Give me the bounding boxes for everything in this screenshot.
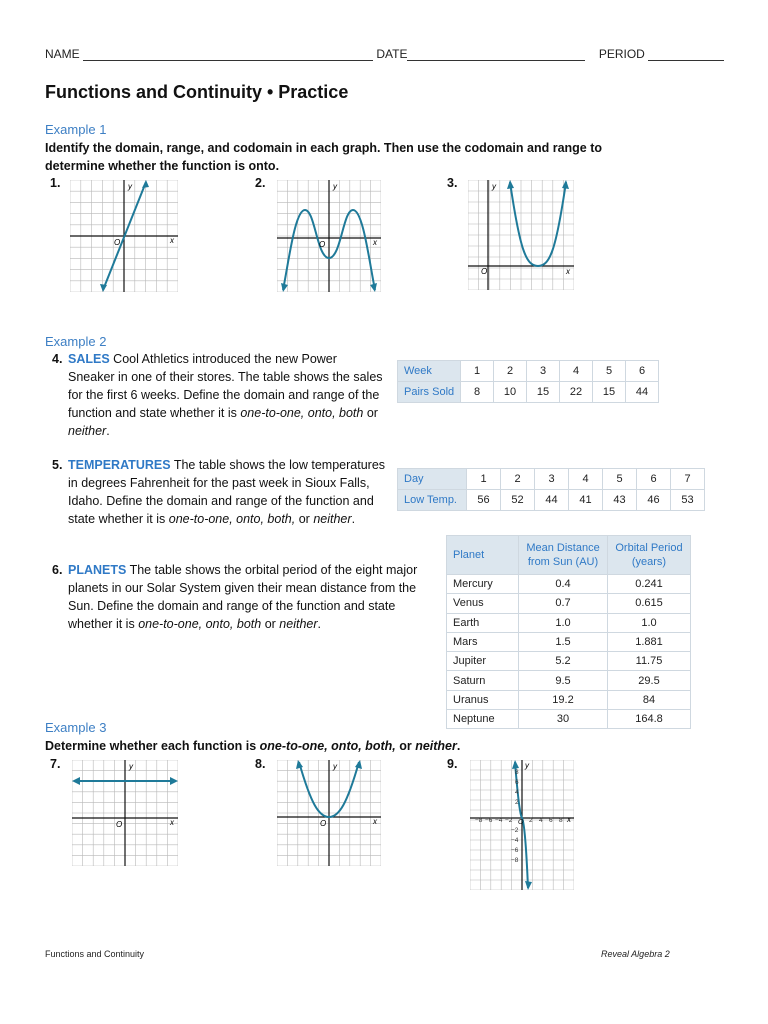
sales-pairs-row [398,382,659,403]
table-cell: 46 [637,490,671,511]
problem-1-number: 1. [50,176,61,190]
table-cell: 53 [671,490,705,511]
graph-9-x-label: x [567,815,571,824]
temp-row1-label: Day [398,469,467,490]
graph-8-origin: O [320,819,327,828]
table-cell: 44 [535,490,569,511]
table-cell: Uranus [447,690,519,709]
temperature-table [397,468,705,511]
table-cell: 6 [626,361,659,382]
graph-3-arrow-left [507,180,514,189]
graph-9-x-tick: 2 [529,817,533,824]
name-label: NAME [45,47,80,61]
graph-1-arrow-up [142,180,149,188]
graph-9-x-tick: −6 [485,817,493,824]
graph-9-y-tick: −2 [511,827,519,834]
graph-8-x-label: x [373,817,377,826]
graph-9-y-tick: −6 [511,847,519,854]
table-cell: 4 [569,469,603,490]
graph-8 [277,760,381,866]
example3-label: Example 3 [45,720,107,735]
table-row [447,690,691,709]
table-cell: 41 [569,490,603,511]
table-cell: 3 [535,469,569,490]
table-cell: 3 [527,361,560,382]
graph-1-y-label: y [128,182,132,191]
table-cell: Earth [447,613,519,632]
graph-3 [468,180,574,290]
sales-row1-label: Week [398,361,461,382]
table-cell: 0.241 [608,575,691,594]
table-cell: 15 [593,382,626,403]
table-row [447,575,691,594]
graph-3-arrow-right [562,180,569,189]
graph-2-y-label: y [333,182,337,191]
table-cell: 1.881 [608,632,691,651]
graph-9 [470,760,574,890]
graph-3-origin: O [481,267,488,276]
sales-row2-label: Pairs Sold [398,382,461,403]
planet-table-header [447,536,691,575]
problem-4-number: 4. [52,352,63,366]
date-blank[interactable] [407,60,585,61]
graph-9-arrow-up [512,760,519,769]
table-cell: 1 [467,469,501,490]
table-cell: 5.2 [519,652,608,671]
graph-9-arrow-down [525,881,532,890]
problem-3-number: 3. [447,176,458,190]
period-col-header: Orbital Period (years) [608,536,691,575]
problem-8-number: 8. [255,757,266,771]
table-row [447,652,691,671]
example1-instructions: Identify the domain, range, and codomain in each graph. Then use the codomain and range to determine whether the function is onto. [45,141,603,173]
temp-day-row [398,469,705,490]
example2-label: Example 2 [45,334,107,349]
graph-7 [72,760,178,866]
table-cell: 44 [626,382,659,403]
footer-left: Functions and Continuity [45,949,145,959]
graph-1-origin: O [114,238,121,247]
page-title: Functions and Continuity • Practice [45,82,349,102]
header-row [45,47,724,61]
problem-4-keyword: SALES [68,352,110,366]
table-cell: 9.5 [519,671,608,690]
table-cell: 2 [501,469,535,490]
table-cell: 56 [467,490,501,511]
temp-row2-label: Low Temp. [398,490,467,511]
table-cell: 2 [494,361,527,382]
graph-3-x-label: x [566,267,570,276]
graph-9-y-tick: −8 [511,857,519,864]
table-row [447,613,691,632]
table-cell: 8 [461,382,494,403]
name-blank[interactable] [83,60,373,61]
graph-9-x-tick: −4 [495,817,503,824]
graph-9-x-tick: 8 [559,817,563,824]
graph-8-y-label: y [333,762,337,771]
table-cell: 22 [560,382,593,403]
problem-5-number: 5. [52,458,63,472]
planet-table [446,535,691,729]
table-cell: 164.8 [608,710,691,729]
period-label: PERIOD [598,47,645,61]
temp-low-row [398,490,705,511]
table-cell: 4 [560,361,593,382]
problem-2-number: 2. [255,176,266,190]
footer-right: Reveal Algebra 2 [601,949,670,959]
table-cell: 19.2 [519,690,608,709]
graph-2-arrow-right [370,283,377,292]
graph-2-origin: O [319,240,326,249]
graph-7-arrow-left [72,777,80,785]
graph-8-arrow-left [296,760,303,769]
problem-6-text: PLANETS The table shows the orbital period of the eight major planets in our Solar System given their mean distance from the Sun. Define the domain and range of the function and state whether it is one-to-one, onto, both or neither. [68,563,418,631]
table-cell: Saturn [447,671,519,690]
graph-9-y-tick: 6 [515,779,519,786]
graph-2-x-label: x [373,238,377,247]
table-row [447,671,691,690]
table-cell: 15 [527,382,560,403]
graph-1-arrow-down [100,284,107,292]
table-cell: 84 [608,690,691,709]
table-cell: 5 [593,361,626,382]
graph-7-arrow-right [170,777,178,785]
problem-6-keyword: PLANETS [68,563,127,577]
table-cell: 7 [671,469,705,490]
table-cell: 43 [603,490,637,511]
planet-col-header: Planet [447,536,519,575]
table-cell: Mars [447,632,519,651]
table-row [447,594,691,613]
problem-5-text: TEMPERATURES The table shows the low temperatures in degrees Fahrenheit for the past week in Sioux Falls, Idaho. Define the domain and range of the function and state whether it is one-to-one, onto, both, or neither. [68,458,386,526]
sales-table [397,360,659,403]
table-cell: 5 [603,469,637,490]
table-cell: 0.4 [519,575,608,594]
problem-4-text: SALES Cool Athletics introduced the new Power Sneaker in one of their stores. The table shows the sales for the first 6 weeks. Define the domain and range of the function and state whether it is one-to-one, onto, both or neither. [68,352,383,438]
graph-9-y-tick: 4 [515,789,519,796]
distance-col-header: Mean Distance from Sun (AU) [519,536,608,575]
table-cell: 0.7 [519,594,608,613]
table-cell: 6 [637,469,671,490]
graph-9-x-tick: −8 [475,817,483,824]
graph-1 [70,180,178,292]
graph-2-arrow-left [281,283,288,292]
table-cell: 1.0 [608,613,691,632]
graph-7-y-label: y [129,762,133,771]
graph-3-y-label: y [492,182,496,191]
problem-7-number: 7. [50,757,61,771]
graph-9-x-tick: 6 [549,817,553,824]
table-row [447,710,691,729]
table-cell: Venus [447,594,519,613]
graph-7-x-label: x [170,818,174,827]
graph-9-origin: O [518,819,524,826]
graph-9-x-tick: −2 [505,817,513,824]
graph-1-x-label: x [170,236,174,245]
graph-8-arrow-right [355,760,362,769]
example1-label: Example 1 [45,122,107,137]
table-row [447,632,691,651]
table-cell: 52 [501,490,535,511]
problem-6-number: 6. [52,563,63,577]
problem-9-number: 9. [447,757,458,771]
table-cell: 0.615 [608,594,691,613]
graph-9-x-tick: 4 [539,817,543,824]
graph-2 [277,180,381,292]
example3-instructions: Determine whether each function is one-to-one, onto, both, or neither. [45,739,461,753]
problem-5-keyword: TEMPERATURES [68,458,171,472]
table-cell: Jupiter [447,652,519,671]
table-cell: 1.5 [519,632,608,651]
table-cell: Mercury [447,575,519,594]
table-cell: 11.75 [608,652,691,671]
graph-9-y-label: y [525,761,529,770]
table-cell: 1.0 [519,613,608,632]
period-blank[interactable] [648,60,724,61]
table-cell: 10 [494,382,527,403]
table-cell: 29.5 [608,671,691,690]
sales-week-row [398,361,659,382]
date-label: DATE [376,47,408,61]
graph-7-origin: O [116,820,123,829]
table-cell: 1 [461,361,494,382]
graph-9-y-tick: 8 [515,769,519,776]
graph-9-y-tick: 2 [515,799,519,806]
table-cell: 30 [519,710,608,729]
table-cell: Neptune [447,710,519,729]
graph-9-y-tick: −4 [511,837,519,844]
